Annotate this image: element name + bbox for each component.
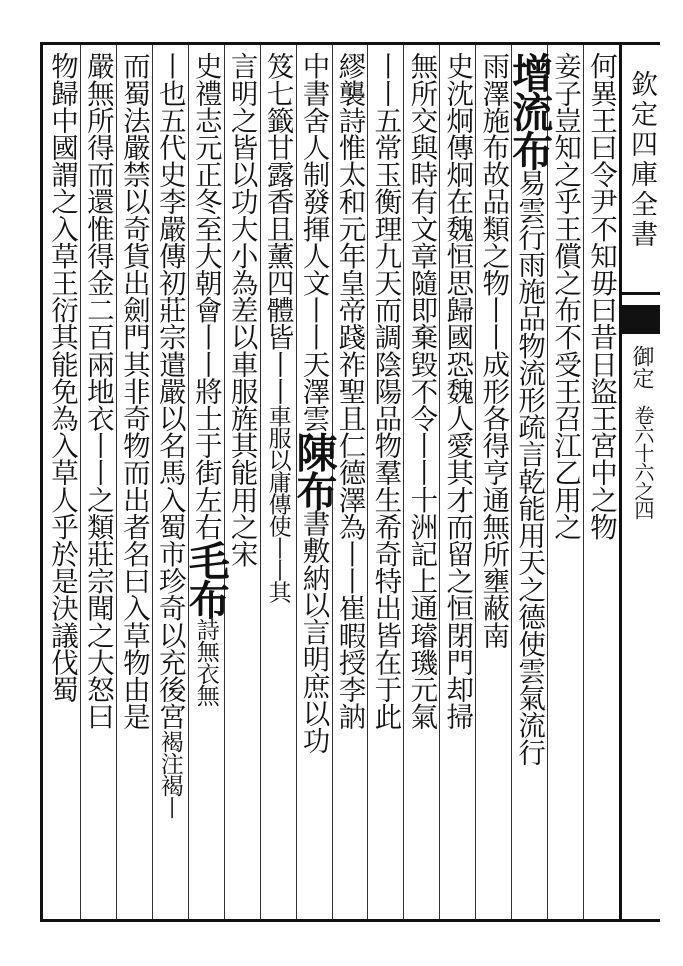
text-column: [548, 52, 582, 920]
text-column: [404, 52, 438, 920]
text-column: [261, 52, 295, 920]
column-text: 易雲行雨施品物流形疏言乾能用天之德使雲氣流行: [513, 169, 546, 766]
text-column: [81, 52, 115, 920]
column-text: 史禮志元正冬至大朝會丨丨將士于街左右: [189, 52, 222, 540]
column-text: 無所交與時有文章隨即棄毀不令丨丨十洲記上通璿璣元氣: [405, 52, 438, 730]
column-text: 妾子豈知之乎王償之布不受王召江乙用之: [549, 52, 582, 540]
text-column: [225, 52, 259, 920]
fish-tail-black: [622, 308, 660, 334]
column-text: 繆襲詩惟太和元年皇帝踐祚聖且仁德澤為丨丨崔暇授李訥: [333, 52, 366, 730]
text-column: [153, 52, 187, 920]
column-text: 史沈炯傳炯在魏恒思歸國恐魏人愛其才而留之恒閉門却掃: [441, 52, 474, 730]
column-text: 物歸中國謂之入草王衍其能免為入草人乎於是決議伐蜀: [45, 52, 78, 703]
text-column: [368, 52, 402, 920]
column-text: 笈七籤甘露香且薰四體皆丨丨: [261, 52, 294, 405]
column-text: 嚴無所得而還惟得金二百兩地衣丨丨之類莊宗聞之大怒曰: [81, 52, 114, 730]
book-subtitle: 御定: [629, 345, 654, 389]
column-text: 何異王曰令尹不知毋曰昔日盜王宮中之物: [585, 52, 618, 540]
text-column: [289, 52, 338, 920]
column-text: 言明之皆以功大小為差以車服旌其能用之宋: [225, 52, 258, 567]
annotation-text: 車服以庸傳使丨丨其: [264, 404, 291, 603]
text-column: [332, 52, 366, 920]
column-text: 而蜀法嚴禁以奇貨出劍門其非奇物而出者名曰入草物由是: [117, 52, 150, 730]
annotation-text: 詩無衣無: [192, 617, 219, 706]
volume-label: 卷六十六之四: [631, 405, 655, 519]
column-text: 中書舍人制發揮人文丨丨天澤雲: [297, 52, 330, 432]
column-text: 書敷納以言明庶以功: [297, 509, 330, 754]
fish-tail-mark: [622, 292, 660, 308]
text-column: [584, 52, 618, 920]
text-column: [505, 52, 554, 920]
entry-heading: 毛布: [181, 539, 230, 618]
text-column: [117, 52, 151, 920]
annotation-text: 褐注褐丨: [156, 729, 183, 818]
entry-heading: 增流布: [505, 52, 554, 169]
text-column: [440, 52, 474, 920]
column-text: 雨澤施布故品類之物丨丨成形各得亨通無所壅蔽南: [477, 52, 510, 649]
book-title: 欽定四庫全書: [626, 70, 657, 250]
text-column: [181, 52, 230, 920]
column-text: 丨丨五常玉衡理九天而調陰陽品物羣生希奇特出皆在于此: [369, 52, 402, 730]
text-column: [476, 52, 510, 920]
entry-heading: 陳布: [289, 431, 338, 510]
column-text: 丨也五代史李嚴傳初莊宗遣嚴以名馬入蜀市珍奇以充後宮: [153, 52, 186, 730]
text-column: [45, 52, 79, 920]
